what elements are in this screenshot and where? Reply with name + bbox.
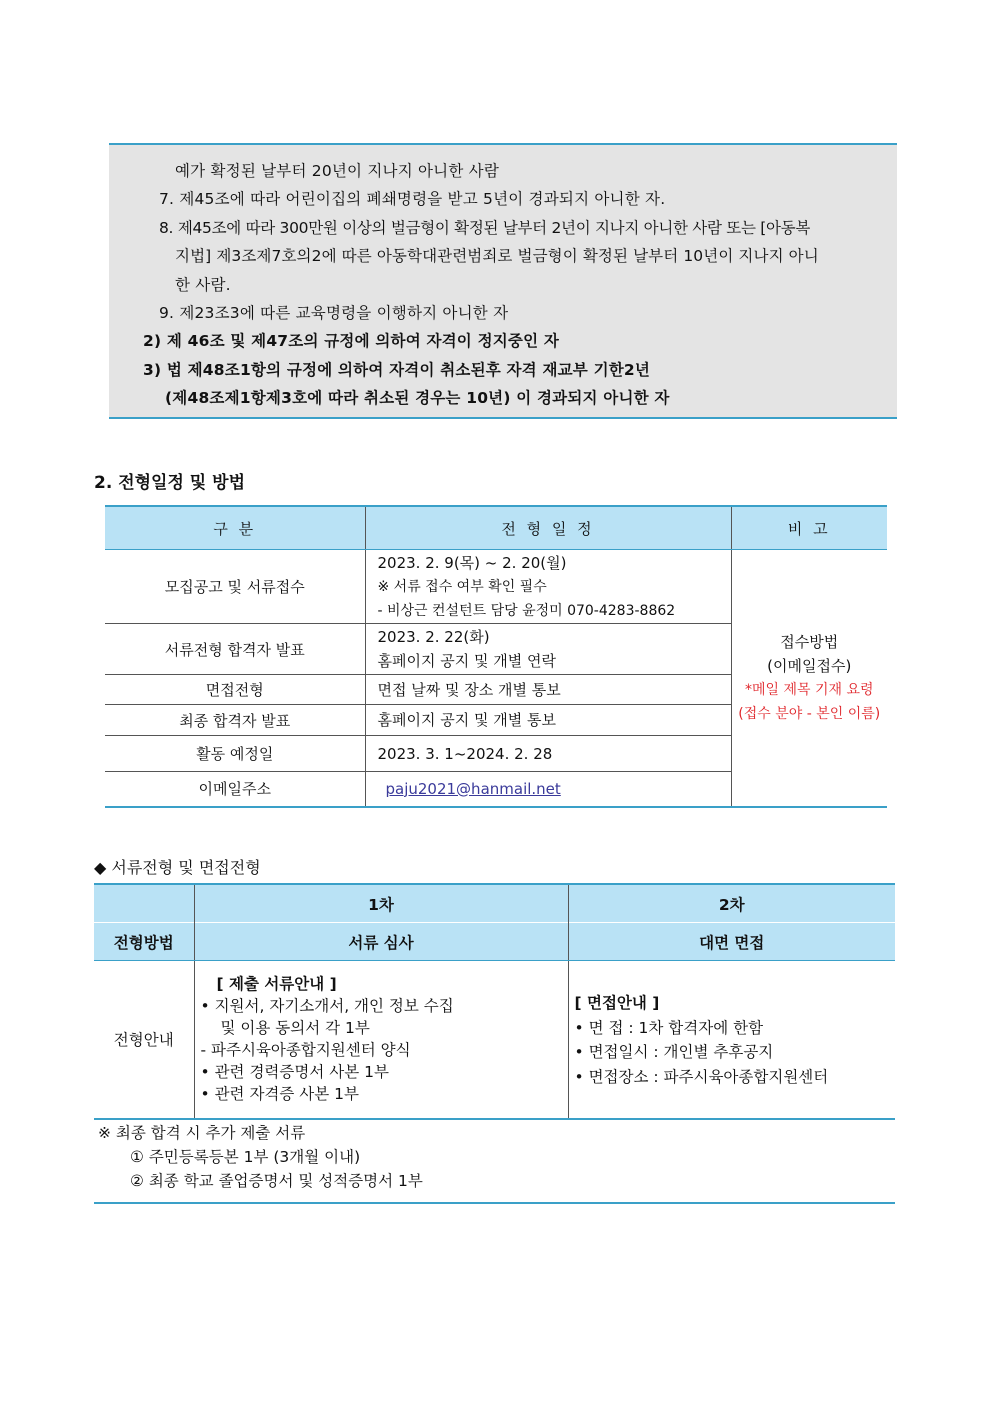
schedule-line: - 비상근 컨설턴트 담당 윤정미 070-4283-8862 <box>377 602 676 619</box>
method-stage-1: 서류 심사 <box>194 923 568 961</box>
header-note: 비 고 <box>731 506 887 550</box>
eligibility-line: 3) 법 제48조1항의 규정에 의하여 자격이 취소된후 자격 재교부 기한2년 <box>143 361 651 379</box>
schedule-line: ※ 서류 접수 여부 확인 필수 <box>377 578 547 595</box>
header-schedule: 전 형 일 정 <box>365 506 731 550</box>
note-warning-detail: (접수 분야 - 본인 이름) <box>738 705 881 722</box>
documents-item: • 지원서, 자기소개서, 개인 정보 수집 <box>200 997 454 1015</box>
section-title: 2. 전형일정 및 방법 <box>94 473 245 493</box>
eligibility-box <box>109 143 897 419</box>
row-category: 활동 예정일 <box>105 736 365 772</box>
method-header-row <box>94 923 895 961</box>
row-schedule: 면접 날짜 및 장소 개별 통보 <box>365 675 731 705</box>
eligibility-line: 8. 제45조에 따라 300만원 이상의 벌금형이 확정된 날부터 2년이 지나지 아니한 사람 또는 [아동복 <box>159 219 811 237</box>
documents-heading: [ 제출 서류안내 ] <box>216 975 337 993</box>
eligibility-line: 한 사람. <box>175 276 231 294</box>
eligibility-line: 7. 제45조에 따라 어린이집의 폐쇄명령을 받고 5년이 경과되지 아니한 자. <box>159 190 666 208</box>
documents-item: 및 이용 동의서 각 1부 <box>220 1019 370 1037</box>
eligibility-line: 예가 확정된 날부터 20년이 지나지 아니한 사람 <box>175 162 500 180</box>
stage-1-header: 1차 <box>194 884 568 923</box>
subsection-title: ◆ 서류전형 및 면접전형 <box>94 858 261 877</box>
documents-item: • 관련 경력증명서 사본 1부 <box>200 1063 389 1081</box>
row-email <box>365 772 731 807</box>
extra-document-item: ① 주민등록등본 1부 (3개월 이내) <box>130 1148 361 1166</box>
extra-documents-title: ※ 최종 합격 시 추가 제출 서류 <box>98 1124 306 1142</box>
empty-header <box>94 884 194 923</box>
note-warning: *메일 제목 기재 요령 <box>744 681 874 698</box>
note-method-detail: (이메일접수) <box>767 656 852 675</box>
documents-guide <box>194 961 568 1119</box>
interview-heading: [ 면접안내 ] <box>574 994 660 1012</box>
schedule-line: 2023. 2. 9(목) ~ 2. 20(월) <box>377 553 567 572</box>
eligibility-line: (제48조제1항제3호에 따라 취소된 경우는 10년) 이 경과되지 아니한 자 <box>165 389 670 407</box>
row-schedule: 홈페이지 공지 및 개별 통보 <box>365 705 731 736</box>
row-category: 이메일주소 <box>105 772 365 807</box>
note-cell <box>731 550 887 807</box>
documents-item: - 파주시육아종합지원센터 양식 <box>200 1041 411 1059</box>
guide-label: 전형안내 <box>94 961 194 1119</box>
stage-2-header: 2차 <box>568 884 895 923</box>
method-label: 전형방법 <box>94 923 194 961</box>
email-link[interactable]: paju2021@hanmail.net <box>385 779 561 798</box>
guide-row <box>94 961 895 1119</box>
schedule-header-row <box>105 506 887 550</box>
interview-item: • 면 접 : 1차 합격자에 한함 <box>574 1018 764 1037</box>
row-category: 최종 합격자 발표 <box>105 705 365 736</box>
method-stage-2: 대면 면접 <box>568 923 895 961</box>
row-schedule <box>365 624 731 675</box>
row-category: 서류전형 합격자 발표 <box>105 624 365 675</box>
screening-table <box>94 883 895 1120</box>
table-row <box>105 550 887 624</box>
eligibility-line: 9. 제23조3에 따른 교육명령을 이행하지 아니한 자 <box>159 304 509 322</box>
eligibility-line: 2) 제 46조 및 제47조의 규정에 의하여 자격이 정지중인 자 <box>143 332 560 350</box>
note-method: 접수방법 <box>780 632 839 651</box>
schedule-table <box>105 505 887 808</box>
row-category: 모집공고 및 서류접수 <box>105 550 365 624</box>
row-schedule: 2023. 3. 1~2024. 2. 28 <box>365 736 731 772</box>
documents-item: • 관련 자격증 사본 1부 <box>200 1085 359 1103</box>
schedule-line: 홈페이지 공지 및 개별 연락 <box>377 652 556 670</box>
extra-document-item: ② 최종 학교 졸업증명서 및 성적증명서 1부 <box>130 1172 423 1190</box>
schedule-line: 2023. 2. 22(화) <box>377 628 490 646</box>
interview-item: • 면접장소 : 파주시육아종합지원센터 <box>574 1067 829 1086</box>
stage-header-row <box>94 884 895 923</box>
row-category: 면접전형 <box>105 675 365 705</box>
header-category: 구 분 <box>105 506 365 550</box>
interview-guide <box>568 961 895 1119</box>
extra-documents <box>94 1121 895 1204</box>
interview-item: • 면접일시 : 개인별 추후공지 <box>574 1043 774 1061</box>
eligibility-line: 지법] 제3조제7호의2에 따른 아동학대관련범죄로 벌금형이 확정된 날부터 10년이 지나지 아니 <box>175 247 819 265</box>
row-schedule <box>365 550 731 624</box>
